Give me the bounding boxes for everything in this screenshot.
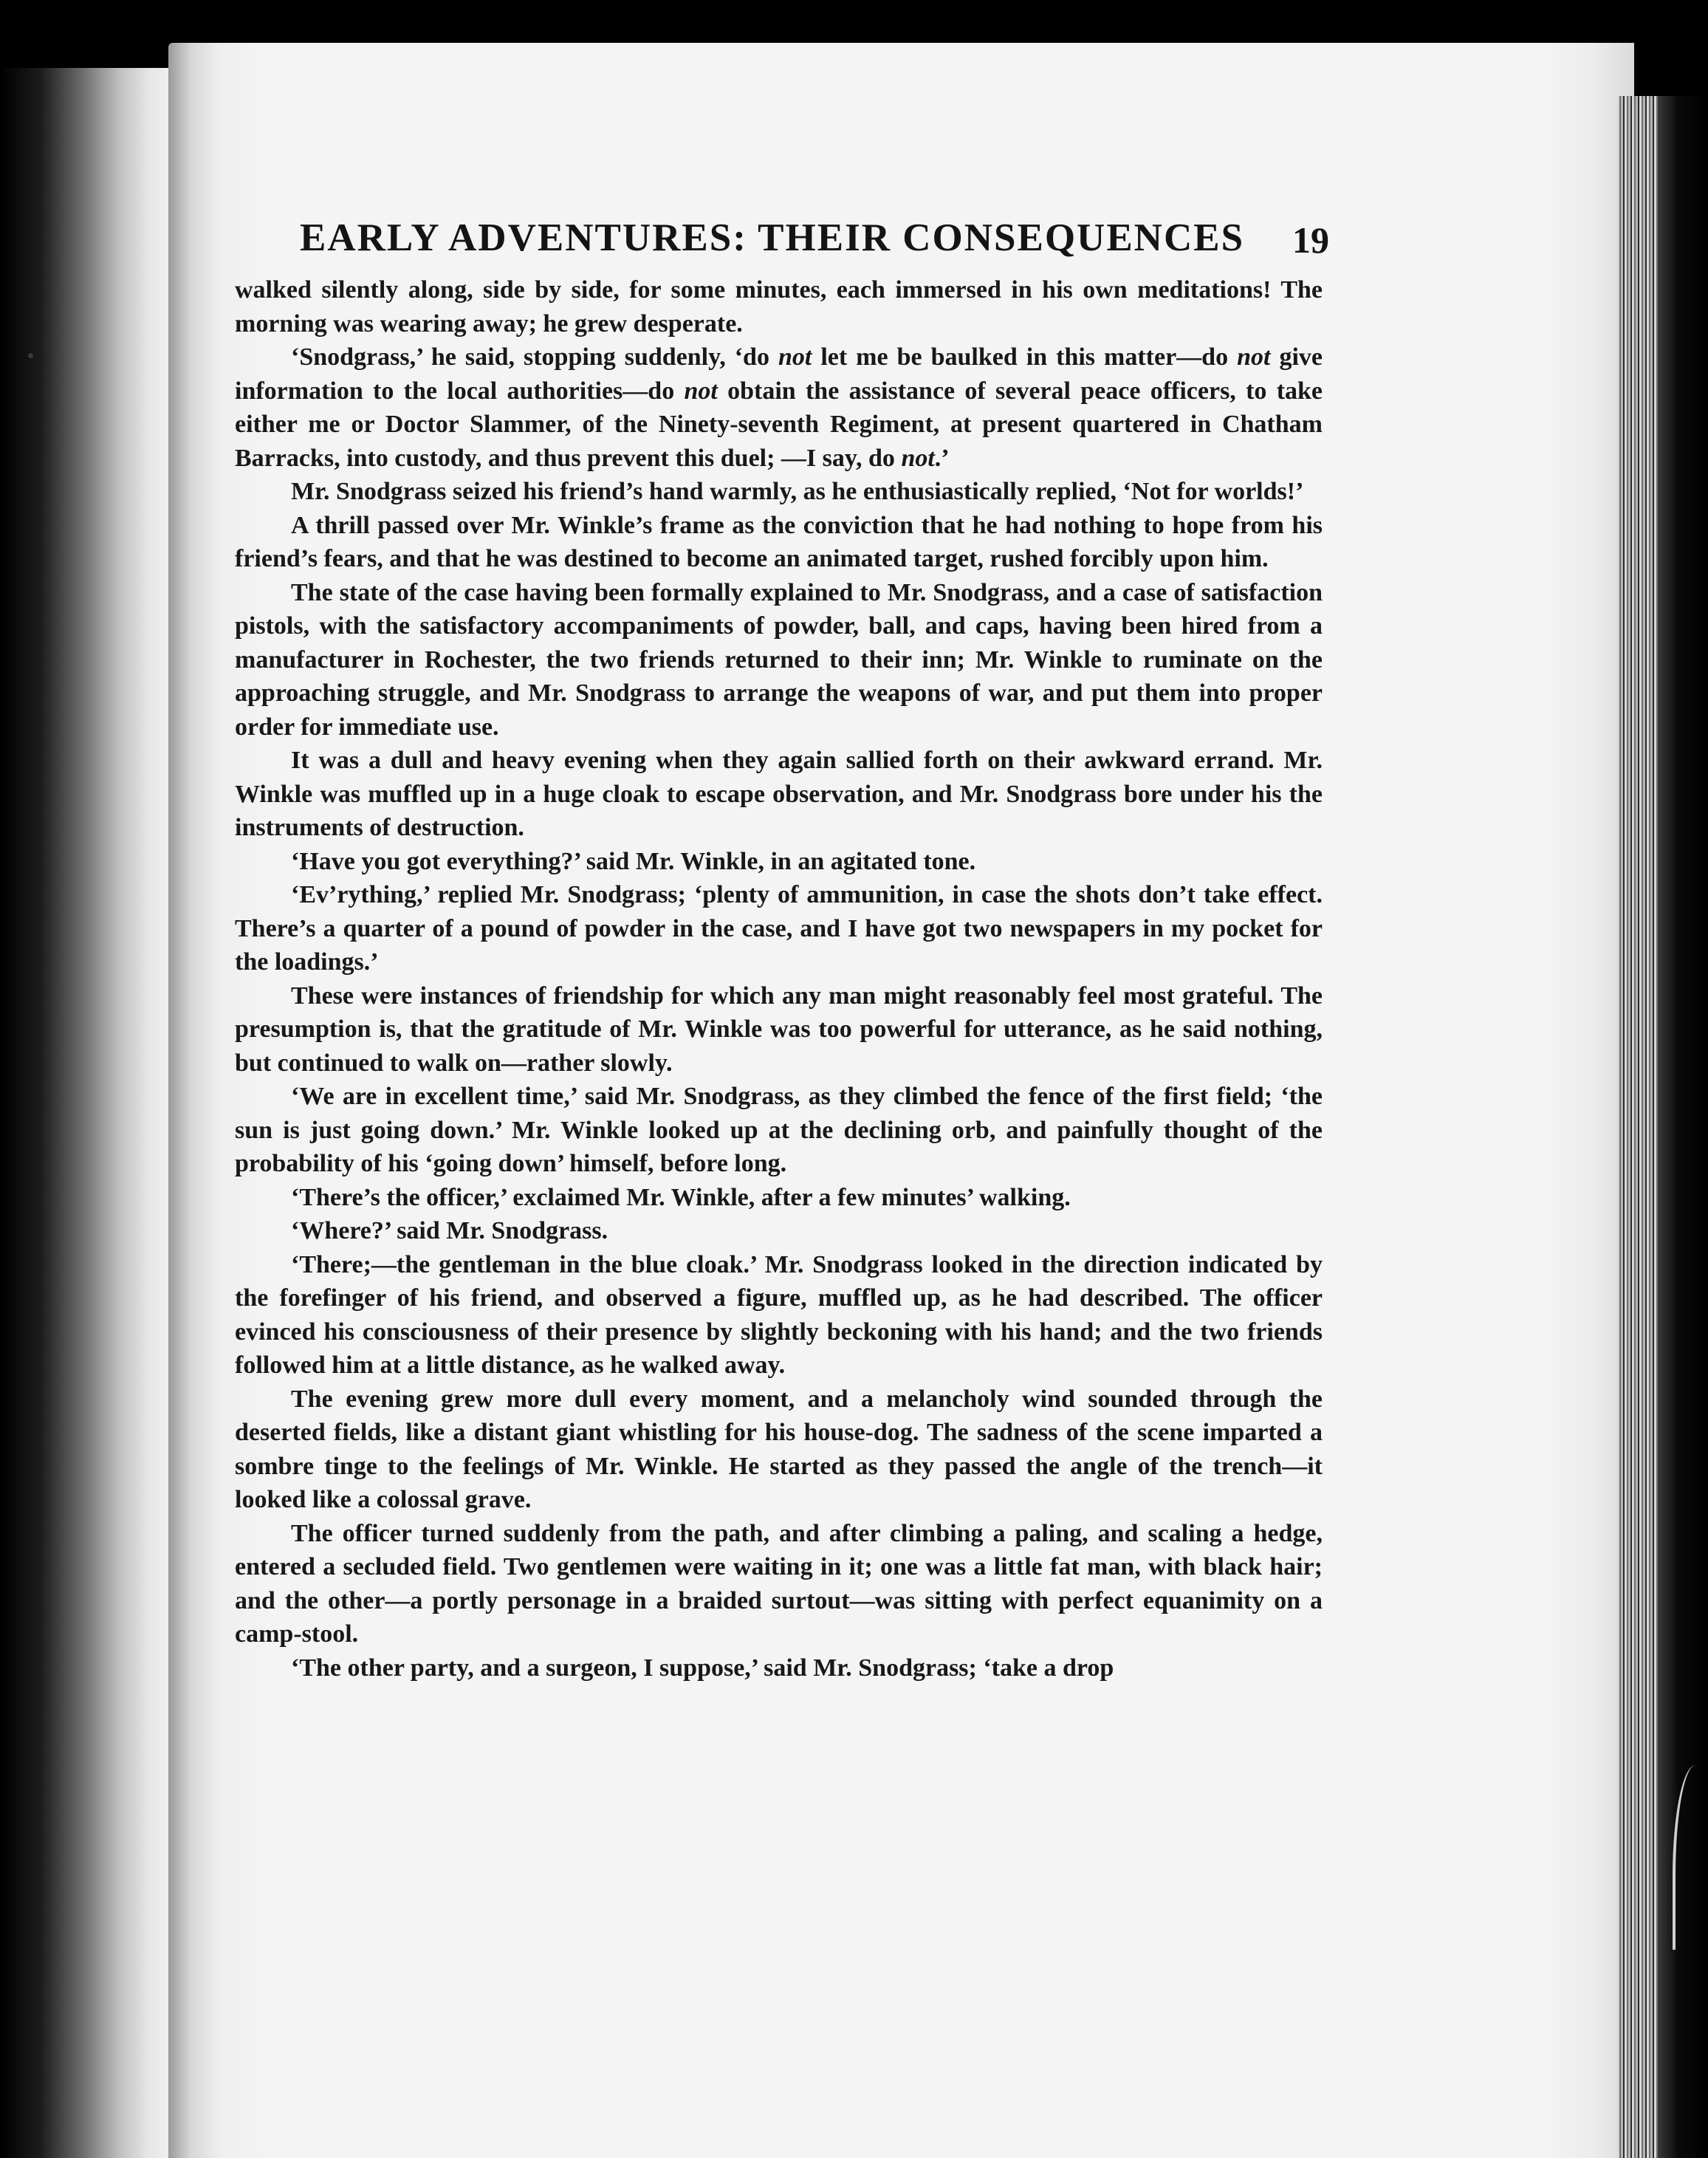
paragraph: The officer turned suddenly from the path, and after climbing a paling, and scaling a hedge, entered a secluded field. Two gentlemen were waiting in it; one was a little fat man, with black hair; and the other—a portly personage in a braided surtout—was sitting with perfect equanimity on a camp-stool.: [235, 1519, 1323, 1648]
paragraph: ‘There;—the gentleman in the blue cloak.’ Mr. Snodgrass looked in the direction indicated by the forefinger of his friend, and observed a figure, muffled up, as he had described. The officer evinced his consciousness of their presence by slightly beckoning with his hand; and the two friends followed him at a little distance, as he walked away.: [235, 1250, 1323, 1379]
emphasis: not: [684, 377, 718, 405]
paragraph: The state of the case having been formally explained to Mr. Snodgrass, and a case of satisfaction pistols, with the satisfactory accompaniments of powder, ball, and caps, having been hired from a manufacturer in Rochester, the two friends returned to their inn; Mr. Winkle to ruminate on the approaching struggle, and Mr. Snodgrass to arrange the weapons of war, and put them into proper order for immediate use.: [235, 578, 1323, 741]
running-header: EARLY ADVENTURES: THEIR CONSEQUENCES: [300, 216, 1245, 259]
emphasis: not: [901, 444, 935, 472]
left-page-edge: [0, 68, 185, 2158]
body-text: [235, 273, 1323, 1685]
page-edges-stack: [1617, 96, 1658, 2158]
paragraph: A thrill passed over Mr. Winkle’s frame as the conviction that he had nothing to hope from his friend’s fears, and that he was destined to become an animated target, rushed forcibly upon him.: [235, 511, 1323, 572]
paragraph: It was a dull and heavy evening when they again sallied forth on their awkward errand. Mr. Winkle was muffled up in a huge cloak to escape observation, and Mr. Snodgrass bore under his the instruments of destruction.: [235, 747, 1323, 841]
emphasis: not: [778, 343, 812, 371]
page-number: 19: [1292, 219, 1329, 261]
paragraph: ‘The other party, and a surgeon, I suppose,’ said Mr. Snodgrass; ‘take a drop: [291, 1654, 1114, 1682]
paragraph: ‘Snodgrass,’ he said, stopping suddenly, ‘do not let me be baulked in this matter—do not give information to the local authorities—do not obtain the assistance of several peace officers, to take either me or Doctor Slammer, of the Ninety-seventh Regiment, at present quartered in Chatham Barracks, into custody, and thus prevent this duel; —I say, do not.’: [235, 343, 1323, 472]
paragraph: walked silently along, side by side, for some minutes, each immersed in his own meditations! The morning was wearing away; he grew desperate.: [235, 276, 1323, 338]
paragraph: ‘We are in excellent time,’ said Mr. Snodgrass, as they climbed the fence of the first field; ‘the sun is just going down.’ Mr. Winkle looked up at the declining orb, and painfully thought of the probability of his ‘going down’ himself, before long.: [235, 1083, 1323, 1177]
paragraph: ‘There’s the officer,’ exclaimed Mr. Winkle, after a few minutes’ walking.: [291, 1183, 1071, 1211]
speck-mark: [28, 353, 33, 358]
paragraph: These were instances of friendship for which any man might reasonably feel most grateful. The presumption is, that the gratitude of Mr. Winkle was too powerful for utterance, as he said nothing, but continued to walk on—rather slowly.: [235, 982, 1323, 1077]
paragraph: Mr. Snodgrass seized his friend’s hand warmly, as he enthusiastically replied, ‘Not for worlds!’: [291, 478, 1304, 505]
paragraph: ‘Have you got everything?’ said Mr. Winkle, in an agitated tone.: [291, 847, 976, 875]
paragraph: ‘Ev’rything,’ replied Mr. Snodgrass; ‘plenty of ammunition, in case the shots don’t take effect. There’s a quarter of a pound of powder in the case, and I have got two newspapers in my pocket for the loadings.’: [235, 881, 1323, 976]
paragraph: The evening grew more dull every moment, and a melancholy wind sounded through the deserted fields, like a distant giant whistling for his house-dog. The sadness of the scene imparted a sombre tinge to the feelings of Mr. Winkle. He started as they passed the angle of the trench—it looked like a colossal grave.: [235, 1385, 1323, 1513]
emphasis: not: [1237, 343, 1271, 371]
paragraph: ‘Where?’ said Mr. Snodgrass.: [291, 1217, 608, 1244]
